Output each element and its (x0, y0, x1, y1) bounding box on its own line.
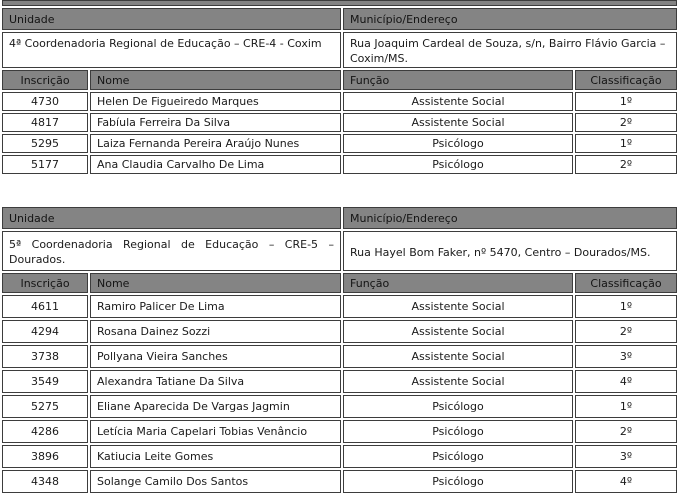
cell-funcao: Psicólogo (343, 134, 573, 153)
cell-classificacao: 3º (575, 445, 677, 468)
table-row (2, 445, 677, 468)
cell-nome: Pollyana Vieira Sanches (90, 345, 341, 368)
cell-nome: Ramiro Palicer De Lima (90, 295, 341, 318)
cell-nome: Laiza Fernanda Pereira Araújo Nunes (90, 134, 341, 153)
col-header-inscricao: Inscrição (2, 70, 88, 90)
cell-inscricao: 3549 (2, 370, 88, 393)
column-header-row (2, 70, 677, 90)
table-row (2, 370, 677, 393)
cell-classificacao: 2º (575, 420, 677, 443)
cell-funcao: Assistente Social (343, 113, 573, 132)
unit-info-row (2, 231, 677, 271)
cell-classificacao: 3º (575, 345, 677, 368)
unidade-header-cell: Unidade (2, 207, 341, 229)
unidade-header-cell: Unidade (2, 8, 341, 30)
cell-funcao: Assistente Social (343, 92, 573, 111)
unit-info-row (2, 32, 677, 68)
cell-inscricao: 4294 (2, 320, 88, 343)
cell-inscricao: 4611 (2, 295, 88, 318)
cell-nome: Rosana Dainez Sozzi (90, 320, 341, 343)
cell-funcao: Psicólogo (343, 395, 573, 418)
cell-classificacao: 2º (575, 320, 677, 343)
cell-classificacao: 4º (575, 470, 677, 493)
table-row (2, 395, 677, 418)
cell-funcao: Psicólogo (343, 445, 573, 468)
table-row (2, 470, 677, 493)
cell-funcao: Assistente Social (343, 345, 573, 368)
cell-funcao: Assistente Social (343, 295, 573, 318)
cell-inscricao: 4817 (2, 113, 88, 132)
municipio-header-cell: Município/Endereço (343, 8, 677, 30)
col-header-classificacao: Classificação (575, 273, 677, 293)
table-row (2, 113, 677, 132)
cell-nome: Eliane Aparecida De Vargas Jagmin (90, 395, 341, 418)
cell-nome: Ana Claudia Carvalho De Lima (90, 155, 341, 174)
col-header-nome: Nome (90, 70, 341, 90)
cell-inscricao: 5295 (2, 134, 88, 153)
cell-nome: Helen De Figueiredo Marques (90, 92, 341, 111)
cell-nome: Letícia Maria Capelari Tobias Venâncio (90, 420, 341, 443)
col-header-inscricao: Inscrição (2, 273, 88, 293)
cell-classificacao: 2º (575, 113, 677, 132)
unit-name-cell: 5ª Coordenadoria Regional de Educação – CRE-5 – Dourados. (2, 231, 341, 271)
cell-inscricao: 5177 (2, 155, 88, 174)
table-row (2, 420, 677, 443)
table-header-row (2, 207, 677, 229)
cell-funcao: Psicólogo (343, 470, 573, 493)
municipio-header-cell: Município/Endereço (343, 207, 677, 229)
table-row (2, 320, 677, 343)
cell-funcao: Assistente Social (343, 320, 573, 343)
cell-classificacao: 1º (575, 295, 677, 318)
col-header-funcao: Função (343, 70, 573, 90)
col-header-funcao: Função (343, 273, 573, 293)
col-header-classificacao: Classificação (575, 70, 677, 90)
cell-nome: Fabíula Ferreira Da Silva (90, 113, 341, 132)
cell-classificacao: 1º (575, 92, 677, 111)
cell-classificacao: 4º (575, 370, 677, 393)
cell-nome: Katiucia Leite Gomes (90, 445, 341, 468)
cell-classificacao: 2º (575, 155, 677, 174)
col-header-nome: Nome (90, 273, 341, 293)
cell-funcao: Psicólogo (343, 155, 573, 174)
cell-inscricao: 4348 (2, 470, 88, 493)
cell-funcao: Psicólogo (343, 420, 573, 443)
column-header-row (2, 273, 677, 293)
cell-nome: Solange Camilo Dos Santos (90, 470, 341, 493)
cell-inscricao: 4730 (2, 92, 88, 111)
cell-nome: Alexandra Tatiane Da Silva (90, 370, 341, 393)
address-cell: Rua Joaquim Cardeal de Souza, s/n, Bairro Flávio Garcia – Coxim/MS. (343, 32, 677, 68)
cell-inscricao: 5275 (2, 395, 88, 418)
table-row (2, 155, 677, 174)
table-row (2, 92, 677, 111)
cre5-results-table (0, 205, 679, 495)
table-row (2, 295, 677, 318)
unit-name-cell: 4ª Coordenadoria Regional de Educação – CRE-4 - Coxim (2, 32, 341, 68)
table-row (2, 345, 677, 368)
table-header-row (2, 8, 677, 30)
cell-funcao: Assistente Social (343, 370, 573, 393)
cell-inscricao: 4286 (2, 420, 88, 443)
cell-classificacao: 1º (575, 395, 677, 418)
table-row (2, 134, 677, 153)
cell-classificacao: 1º (575, 134, 677, 153)
address-cell: Rua Hayel Bom Faker, nº 5470, Centro – Dourados/MS. (343, 231, 677, 271)
cell-inscricao: 3896 (2, 445, 88, 468)
cre4-results-table (0, 6, 679, 176)
cell-inscricao: 3738 (2, 345, 88, 368)
